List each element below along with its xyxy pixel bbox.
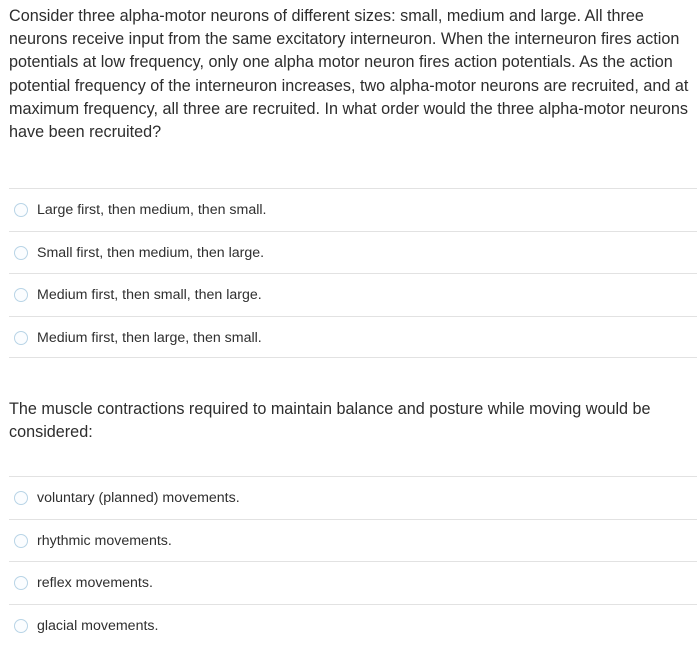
question-2-option-a[interactable] [9,476,697,519]
option-label: Medium first, then large, then small. [37,329,262,346]
question-2-option-d[interactable] [9,604,697,645]
question-2-option-c[interactable] [9,561,697,604]
option-label: voluntary (planned) movements. [37,490,240,506]
question-2-options [9,476,697,645]
option-label: Medium first, then small, then large. [37,287,262,303]
question-2-option-b[interactable] [9,519,697,562]
radio-button-icon[interactable] [14,246,28,260]
radio-button-icon[interactable] [14,203,28,217]
radio-button-icon[interactable] [14,576,28,590]
question-1-options [9,188,697,358]
question-2-text: The muscle contractions required to maintain balance and posture while moving would be considered: [9,400,651,442]
option-label: Small first, then medium, then large. [37,244,265,261]
option-label: rhythmic movements. [37,532,172,549]
question-1-option-a[interactable] [9,188,697,231]
option-label: reflex movements. [37,575,153,591]
radio-button-icon[interactable] [14,491,28,505]
question-1-text: Consider three alpha-motor neurons of different sizes: small, medium and large. All three neurons receive input from the same excitatory interneuron. When the interneuron fires action potentials at low frequency, only one alpha motor neuron fires action potentials. As the action potential frequency of the interneuron increases, two alpha-motor neurons are recruited, and at maximum frequency, all three are recruited. In what order would the three alpha-motor neurons have been recruited? [9,7,689,142]
option-label: glacial movements. [37,617,159,634]
radio-button-icon[interactable] [14,619,28,633]
question-1-option-b[interactable] [9,231,697,274]
question-1-option-c[interactable] [9,273,697,316]
question-1-option-d[interactable] [9,316,697,359]
radio-button-icon[interactable] [14,534,28,548]
option-label: Large first, then medium, then small. [37,202,267,218]
radio-button-icon[interactable] [14,331,28,345]
radio-button-icon[interactable] [14,288,28,302]
